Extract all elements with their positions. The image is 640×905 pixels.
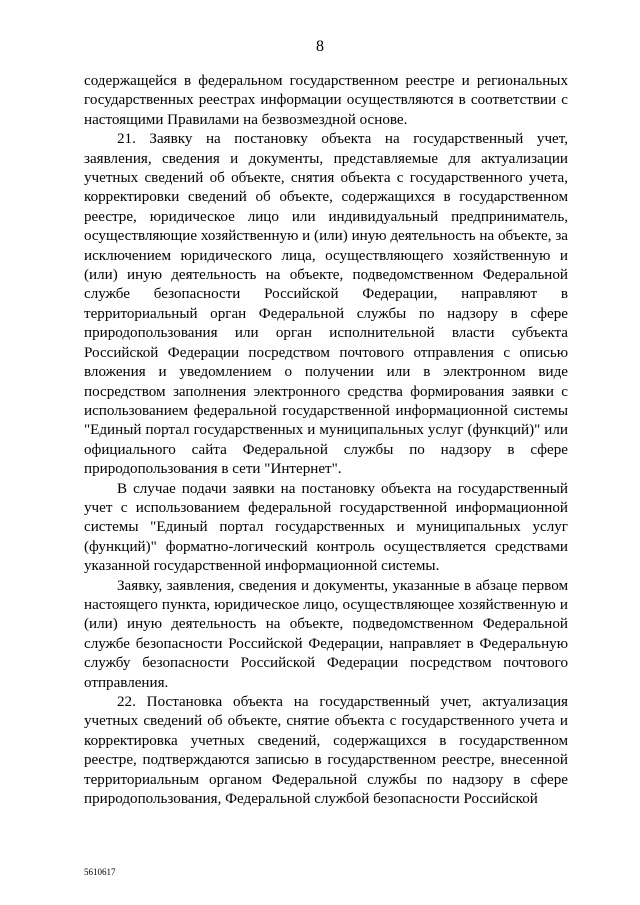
paragraph-portal-case: В случае подачи заявки на постановку объекта на государственный учет с использованием федеральной государственной информационной системы "Единый портал государственных и муниципальных услуг (функций)" форматно-логический контроль осуществляется средствами указанной государственной информационной системы. xyxy=(84,480,568,575)
paragraph-fsb-submission: Заявку, заявления, сведения и документы, указанные в абзаце первом настоящего пункта, юридическое лицо, осуществляющее хозяйственную и (или) иную деятельность на объекте, подведомственном Федеральной службе безопасности Российской Федерации, направляет в Федеральную службу безопасности Российской Федерации посредством почтового отправления. xyxy=(84,577,568,691)
paragraph-item-21: 21. Заявку на постановку объекта на государственный учет, заявления, сведения и документы, представляемые для актуализации учетных сведений об объекте, снятия объекта с государственного учета, корректировки сведений об объекте, содержащихся в государственном реестре, юридическое лицо или индивидуальный предприниматель, осуществляющие хозяйственную и (или) иную деятельность на объекте, за исключением юридического лица, осуществляющего хозяйственную и (или) иную деятельность на объекте, подведомственном Федеральной службе безопасности Российской Федерации, направляют в территориальный орган Федеральной службы по надзору в сфере природопользования или орган исполнительной власти субъекта Российской Федерации посредством почтового отправления с описью вложения и уведомлением о получении или в электронном виде посредством заполнения электронного средства формирования заявки с использованием федеральной государственной информационной системы "Единый портал государственных и муниципальных услуг (функций)" или официального сайта Федеральной службы по надзору в сфере природопользования в сети "Интернет". xyxy=(84,131,568,478)
document-body xyxy=(84,72,568,809)
page-number: 8 xyxy=(316,38,324,55)
paragraph-continuation: содержащейся в федеральном государственном реестре и региональных государственных реестрах информации осуществляются в соответствии с настоящими Правилами на безвозмездной основе. xyxy=(84,73,568,128)
paragraph-item-22: 22. Постановка объекта на государственный учет, актуализация учетных сведений об объекте, снятие объекта с государственного учета и корректировка учетных сведений, содержащихся в государственном реестре, подтверждаются записью в государственном реестре, внесенной территориальным органом Федеральной службы по надзору в сфере природопользования, Федеральной службой безопасности Российской xyxy=(84,694,568,808)
document-code: 5610617 xyxy=(84,867,116,877)
